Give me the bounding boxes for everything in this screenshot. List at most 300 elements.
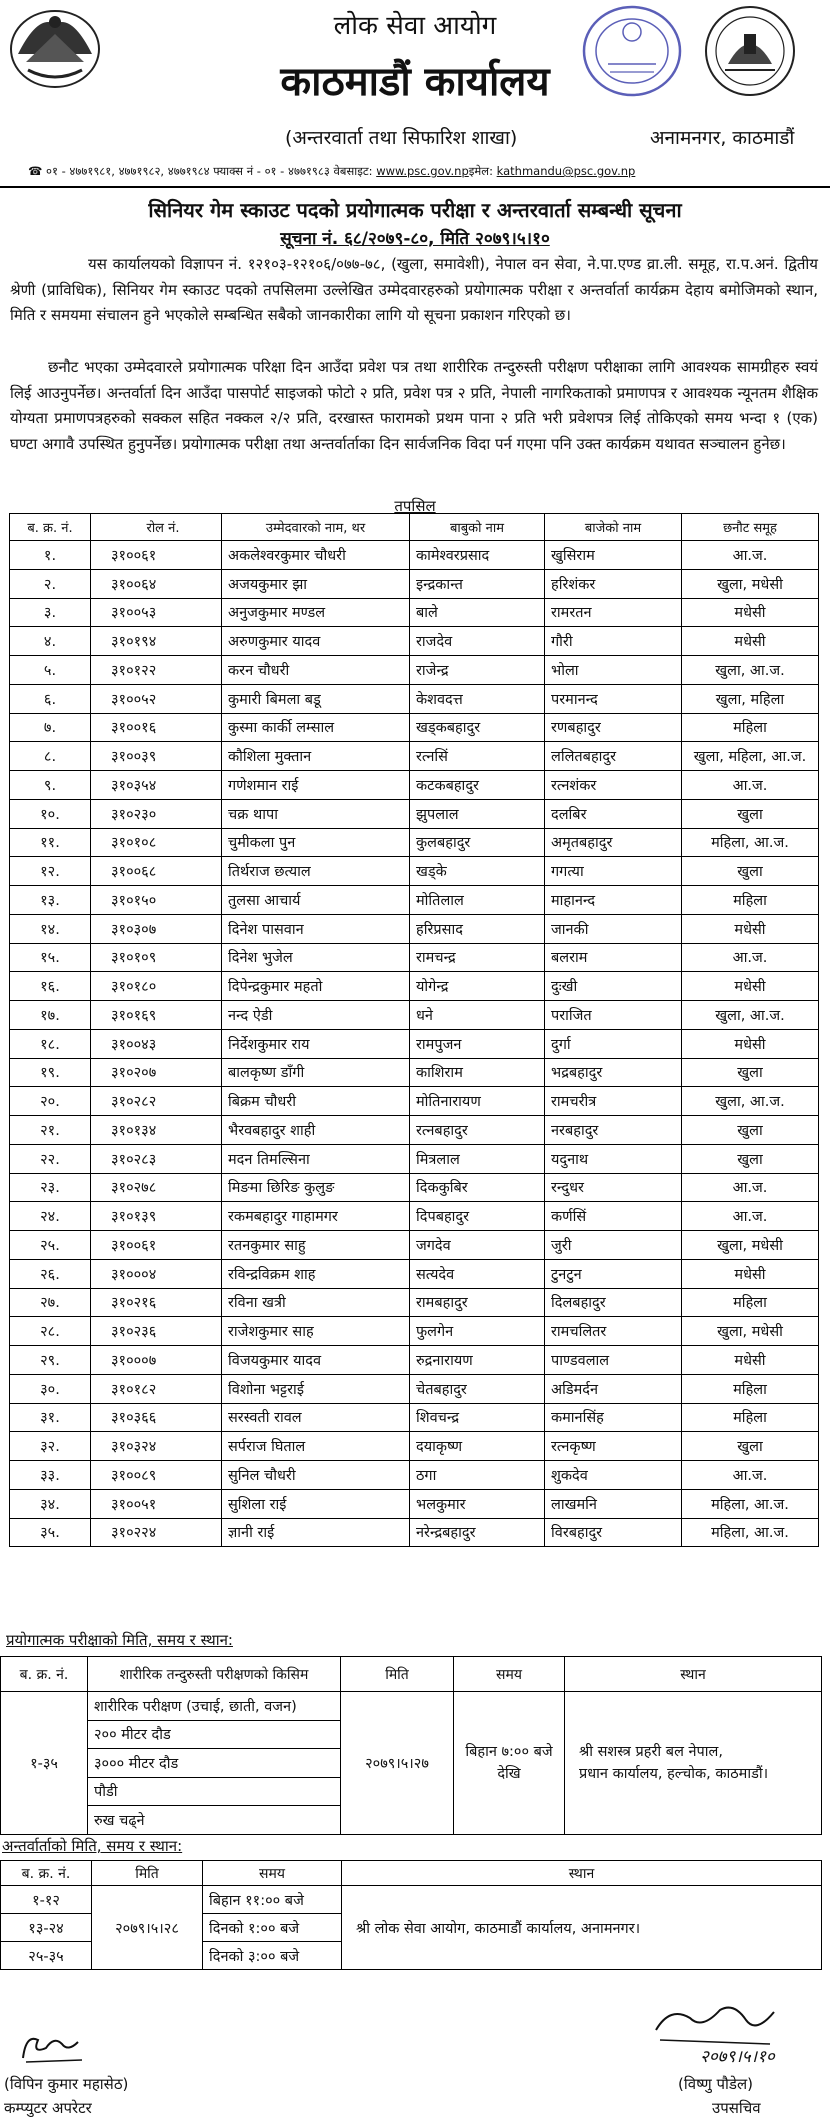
cell-name: कौशिला मुक्तान	[222, 742, 410, 771]
candidate-row	[10, 1518, 819, 1547]
cell-group: मधेसी	[682, 1259, 819, 1288]
cell-father: खड्कबहादुर	[410, 713, 545, 742]
cell-grandfather: दुःखी	[545, 972, 682, 1001]
cell-father: मोतिलाल	[410, 886, 545, 915]
cell-name: नन्द ऐडी	[222, 1001, 410, 1030]
organization-name: लोक सेवा आयोग	[333, 11, 497, 41]
cell-name: मिङमा छिरिङ कुलुङ	[222, 1173, 410, 1202]
cell-name: भैरवबहादुर शाही	[222, 1116, 410, 1145]
cell-grandfather: शुकदेव	[545, 1461, 682, 1490]
cell-grandfather: परमानन्द	[545, 684, 682, 713]
cell-grandfather: दलबिर	[545, 799, 682, 828]
cell-name: बालकृष्ण डाँगी	[222, 1058, 410, 1087]
candidate-row	[10, 1001, 819, 1030]
cell-name: अजयकुमार झा	[222, 569, 410, 598]
interview-range: २५-३५	[1, 1942, 92, 1970]
cell-roll: ३१०२०७	[91, 1058, 222, 1087]
candidate-row	[10, 1317, 819, 1346]
cell-father: केशवदत्त	[410, 684, 545, 713]
cell-father: इन्द्रकान्त	[410, 569, 545, 598]
cell-name: विशोना भट्टराई	[222, 1374, 410, 1403]
cell-grandfather: बलराम	[545, 943, 682, 972]
cell-father: रामपुजन	[410, 1029, 545, 1058]
cell-group: महिला, आ.ज.	[682, 1489, 819, 1518]
candidate-row	[10, 1087, 819, 1116]
candidate-row	[10, 1346, 819, 1375]
candidate-row	[10, 914, 819, 943]
cell-father: कुलबहादुर	[410, 828, 545, 857]
cell-serial: १९.	[10, 1058, 91, 1087]
email-link[interactable]: kathmandu@psc.gov.np	[496, 164, 636, 178]
cell-group: आ.ज.	[682, 541, 819, 570]
practical-section-title: प्रयोगात्मक परीक्षाको मिति, समय र स्थान:	[6, 1631, 233, 1649]
col-grandfather-header: बाजेको नाम	[545, 514, 682, 541]
cell-father: ठगा	[410, 1461, 545, 1490]
candidate-row	[10, 1231, 819, 1260]
cell-roll: ३१०२३०	[91, 799, 222, 828]
candidate-row	[10, 598, 819, 627]
branch-name: (अन्तरवार्ता तथा सिफारिश शाखा)	[285, 127, 518, 149]
contact-line	[28, 164, 635, 179]
cell-serial: ३२.	[10, 1432, 91, 1461]
cell-father: काशिराम	[410, 1058, 545, 1087]
cell-group: आ.ज.	[682, 1173, 819, 1202]
cell-grandfather: खुसिराम	[545, 541, 682, 570]
candidate-row	[10, 569, 819, 598]
cell-serial: १७.	[10, 1001, 91, 1030]
cell-father: योगेन्द्र	[410, 972, 545, 1001]
cell-name: सुशिला राई	[222, 1489, 410, 1518]
cell-grandfather: रामरतन	[545, 598, 682, 627]
left-signature	[18, 2030, 88, 2066]
cell-grandfather: भद्रबहादुर	[545, 1058, 682, 1087]
cell-group: महिला	[682, 1374, 819, 1403]
candidate-row	[10, 627, 819, 656]
cell-name: तुलसा आचार्य	[222, 886, 410, 915]
practical-col-serial: ब. क्र. नं.	[1, 1657, 88, 1692]
cell-group: खुला, महिला, आ.ज.	[682, 742, 819, 771]
interview-col-time: समय	[203, 1861, 342, 1886]
cell-name: चुमीकला पुन	[222, 828, 410, 857]
interview-header-row	[1, 1861, 822, 1886]
cell-roll: ३१००५३	[91, 598, 222, 627]
cell-group: आ.ज.	[682, 1461, 819, 1490]
cell-roll: ३१०१८२	[91, 1374, 222, 1403]
candidate-row	[10, 1116, 819, 1145]
cell-serial: ११.	[10, 828, 91, 857]
cell-father: रत्नबहादुर	[410, 1116, 545, 1145]
candidate-row	[10, 1173, 819, 1202]
cell-name: दिपेन्द्रकुमार महतो	[222, 972, 410, 1001]
cell-roll: ३१०१३४	[91, 1116, 222, 1145]
candidate-row	[10, 972, 819, 1001]
cell-group: खुला, मधेसी	[682, 1231, 819, 1260]
cell-father: चेतबहादुर	[410, 1374, 545, 1403]
candidate-row	[10, 1461, 819, 1490]
cell-grandfather: रामचलितर	[545, 1317, 682, 1346]
candidate-row	[10, 541, 819, 570]
practical-col-time: समय	[454, 1657, 565, 1692]
candidate-row	[10, 1489, 819, 1518]
practical-place-line2: प्रधान कार्यालय, हल्चोक, काठमाडौं।	[579, 1765, 769, 1782]
cell-father: हरिप्रसाद	[410, 914, 545, 943]
interview-col-place: स्थान	[342, 1861, 822, 1886]
candidate-row	[10, 1403, 819, 1432]
cell-father: दिपबहादुर	[410, 1202, 545, 1231]
cell-roll: ३१०१६९	[91, 1001, 222, 1030]
cell-serial: २०.	[10, 1087, 91, 1116]
cell-serial: २८.	[10, 1317, 91, 1346]
cell-grandfather: कमानसिंह	[545, 1403, 682, 1432]
cell-name: मदन तिमल्सिना	[222, 1144, 410, 1173]
interview-date: २०७९।५।२८	[92, 1886, 203, 1970]
schedule-heading: तपसिल	[394, 497, 436, 515]
cell-serial: ९.	[10, 771, 91, 800]
cell-grandfather: भोला	[545, 656, 682, 685]
cell-serial: १५.	[10, 943, 91, 972]
cell-group: खुला	[682, 1432, 819, 1461]
cell-serial: २६.	[10, 1259, 91, 1288]
cell-serial: १६.	[10, 972, 91, 1001]
practical-test: २०० मीटर दौड	[88, 1720, 341, 1749]
email-label: इमेल:	[468, 164, 497, 178]
cell-group: महिला, आ.ज.	[682, 828, 819, 857]
cell-serial: १.	[10, 541, 91, 570]
cell-roll: ३१००८९	[91, 1461, 222, 1490]
cell-group: मधेसी	[682, 1029, 819, 1058]
cell-name: सरस्वती रावल	[222, 1403, 410, 1432]
cell-group: खुला	[682, 1058, 819, 1087]
cell-father: शिवचन्द्र	[410, 1403, 545, 1432]
cell-father: राजेन्द्र	[410, 656, 545, 685]
cell-name: रविन्द्रविक्रम शाह	[222, 1259, 410, 1288]
cell-name: कुमारी बिमला बडू	[222, 684, 410, 713]
cell-name: करन चौधरी	[222, 656, 410, 685]
cell-group: खुला, मधेसी	[682, 1317, 819, 1346]
cell-roll: ३१०१९४	[91, 627, 222, 656]
cell-serial: २९.	[10, 1346, 91, 1375]
cell-group: महिला	[682, 713, 819, 742]
cell-roll: ३१००६१	[91, 1231, 222, 1260]
cell-serial: २३.	[10, 1173, 91, 1202]
cell-roll: ३१०१३९	[91, 1202, 222, 1231]
cell-grandfather: गगत्या	[545, 857, 682, 886]
cell-serial: १०.	[10, 799, 91, 828]
cell-group: आ.ज.	[682, 771, 819, 800]
cell-serial: १३.	[10, 886, 91, 915]
cell-serial: १८.	[10, 1029, 91, 1058]
interview-time: दिनको १:०० बजे	[203, 1914, 342, 1942]
cell-serial: ७.	[10, 713, 91, 742]
cell-name: निर्देशकुमार राय	[222, 1029, 410, 1058]
cell-serial: ३१.	[10, 1403, 91, 1432]
cell-serial: ५.	[10, 656, 91, 685]
cell-serial: २५.	[10, 1231, 91, 1260]
cell-serial: ३३.	[10, 1461, 91, 1490]
cell-group: आ.ज.	[682, 943, 819, 972]
cell-roll: ३१०१०८	[91, 828, 222, 857]
cell-name: अनुजकुमार मण्डल	[222, 598, 410, 627]
cell-roll: ३१०१८०	[91, 972, 222, 1001]
interview-range: १३-२४	[1, 1914, 92, 1942]
interview-time: बिहान ११:०० बजे	[203, 1886, 342, 1914]
cell-roll: ३१०१०९	[91, 943, 222, 972]
cell-name: अरुणकुमार यादव	[222, 627, 410, 656]
cell-name: रतनकुमार साहु	[222, 1231, 410, 1260]
practical-date: २०७९।५।२७	[341, 1692, 454, 1835]
practical-col-test: शारीरिक तन्दुरुस्ती परीक्षणको किसिम	[88, 1657, 341, 1692]
header-divider	[0, 186, 830, 188]
cell-name: रविना खत्री	[222, 1288, 410, 1317]
practical-table	[0, 1656, 822, 1835]
cell-name: ज्ञानी राई	[222, 1518, 410, 1547]
cell-serial: २४.	[10, 1202, 91, 1231]
cell-group: मधेसी	[682, 914, 819, 943]
cell-roll: ३१०१२२	[91, 656, 222, 685]
cell-father: कटकबहादुर	[410, 771, 545, 800]
cell-grandfather: दुर्गा	[545, 1029, 682, 1058]
cell-serial: २.	[10, 569, 91, 598]
cell-grandfather: कर्णसिं	[545, 1202, 682, 1231]
right-signatory-title: उपसचिव	[712, 2099, 761, 2117]
cell-group: महिला	[682, 1288, 819, 1317]
notice-paragraph-2: छनौट भएका उम्मेदवारले प्रयोगात्मक परिक्षा दिन आउँदा प्रवेश पत्र तथा शारीरिक तन्दुरुस्ती परीक्षण परीक्षाका लागि आवश्यक सामग्रीहरु स्वयं लिई आउनुपर्नेछ। अन्तर्वार्ता दिन आउँदा पासपोर्ट साइजको फोटो २ प्रति, प्रवेश पत्र २ प्रति, नेपाली नागरिकताको प्रमाणपत्र र आवश्यक न्यूनतम शैक्षिक योग्यता प्रमाणपत्रहरुको सक्कल सहित नक्कल २/२ प्रति, दरखास्त फारामको प्रथम पाना २ प्रति भरी प्रवेशपत्र लिई तोकिएको समय भन्दा १ (एक) घण्टा अगावै उपस्थित हुनुपर्नेछ। प्रयोगात्मक परीक्षा तथा अन्तर्वार्ताका दिन सार्वजनिक विदा पर्न गएमा पनि उक्त कार्यक्रम यथावत सञ्चालन हुनेछ।	[10, 358, 818, 453]
candidate-row	[10, 1288, 819, 1317]
cell-grandfather: रत्नशंकर	[545, 771, 682, 800]
cell-name: सर्पराज घिताल	[222, 1432, 410, 1461]
cell-name: कुस्मा कार्की लम्साल	[222, 713, 410, 742]
cell-roll: ३१०२८२	[91, 1087, 222, 1116]
cell-name: दिनेश पासवान	[222, 914, 410, 943]
interview-place: श्री लोक सेवा आयोग, काठमाडौं कार्यालय, अनामनगर।	[342, 1886, 822, 1970]
cell-name: बिक्रम चौधरी	[222, 1087, 410, 1116]
cell-grandfather: जानकी	[545, 914, 682, 943]
cell-roll: ३१००६४	[91, 569, 222, 598]
candidate-row	[10, 742, 819, 771]
cell-group: खुला	[682, 799, 819, 828]
candidate-row	[10, 684, 819, 713]
cell-father: नरेन्द्रबहादुर	[410, 1518, 545, 1547]
cell-roll: ३१०३५४	[91, 771, 222, 800]
col-group-header: छनौट समूह	[682, 514, 819, 541]
practical-test: शारीरिक परीक्षण (उचाई, छाती, वजन)	[88, 1692, 341, 1721]
cell-father: सत्यदेव	[410, 1259, 545, 1288]
cell-father: मित्रलाल	[410, 1144, 545, 1173]
cell-grandfather: रामचरीत्र	[545, 1087, 682, 1116]
cell-group: खुला, आ.ज.	[682, 1087, 819, 1116]
cell-father: राजदेव	[410, 627, 545, 656]
cell-father: रुद्रनारायण	[410, 1346, 545, 1375]
practical-range: १-३५	[1, 1692, 88, 1835]
cell-serial: ३४.	[10, 1489, 91, 1518]
cell-serial: १२.	[10, 857, 91, 886]
practical-col-date: मिति	[341, 1657, 454, 1692]
office-address: अनामनगर, काठमाडौं	[650, 127, 795, 149]
cell-serial: २२.	[10, 1144, 91, 1173]
office-name: काठमाडौं कार्यालय	[280, 59, 550, 105]
cell-father: खड्के	[410, 857, 545, 886]
cell-serial: ६.	[10, 684, 91, 713]
cell-roll: ३१०३२४	[91, 1432, 222, 1461]
cell-group: मधेसी	[682, 972, 819, 1001]
candidate-row	[10, 713, 819, 742]
cell-name: राजेशकुमार साह	[222, 1317, 410, 1346]
practical-test: ३००० मीटर दौड	[88, 1749, 341, 1778]
cell-grandfather: रणबहादुर	[545, 713, 682, 742]
office-seal-stamp	[580, 2, 685, 100]
cell-roll: ३१०२२४	[91, 1518, 222, 1547]
candidate-row	[10, 771, 819, 800]
practical-time-line2: देखि	[497, 1765, 521, 1782]
cell-serial: १४.	[10, 914, 91, 943]
cell-grandfather: लाखमनि	[545, 1489, 682, 1518]
psc-logo	[700, 4, 800, 99]
cell-serial: ३५.	[10, 1518, 91, 1547]
cell-group: आ.ज.	[682, 1202, 819, 1231]
col-father-header: बाबुको नाम	[410, 514, 545, 541]
cell-name: तिर्थराज छत्याल	[222, 857, 410, 886]
candidate-row	[10, 828, 819, 857]
cell-group: मधेसी	[682, 1346, 819, 1375]
cell-roll: ३१००६८	[91, 857, 222, 886]
cell-grandfather: पराजित	[545, 1001, 682, 1030]
cell-name: विजयकुमार यादव	[222, 1346, 410, 1375]
notice-number: सूचना नं. ६८/२०७९-८०, मिति २०७९।५।१०	[280, 229, 550, 249]
practical-place	[565, 1692, 822, 1835]
candidate-row	[10, 1029, 819, 1058]
candidate-row	[10, 943, 819, 972]
cell-name: चक्र थापा	[222, 799, 410, 828]
cell-father: मोतिनारायण	[410, 1087, 545, 1116]
cell-roll: ३१०००४	[91, 1259, 222, 1288]
cell-group: खुला, मधेसी	[682, 569, 819, 598]
practical-test: रुख चढ्ने	[88, 1806, 341, 1835]
candidate-row	[10, 799, 819, 828]
cell-group: मधेसी	[682, 627, 819, 656]
candidate-row	[10, 857, 819, 886]
website-link[interactable]: www.psc.gov.np	[376, 164, 469, 178]
cell-grandfather: दिलबहादुर	[545, 1288, 682, 1317]
interview-time: दिनको ३:०० बजे	[203, 1942, 342, 1970]
cell-roll: ३१०२८३	[91, 1144, 222, 1173]
cell-roll: ३१०२१६	[91, 1288, 222, 1317]
cell-grandfather: गौरी	[545, 627, 682, 656]
practical-row	[1, 1692, 822, 1721]
cell-group: खुला, आ.ज.	[682, 1001, 819, 1030]
cell-group: खुला, आ.ज.	[682, 656, 819, 685]
cell-roll: ३१००१६	[91, 713, 222, 742]
cell-roll: ३१०१५०	[91, 886, 222, 915]
cell-roll: ३१००३९	[91, 742, 222, 771]
cell-father: धने	[410, 1001, 545, 1030]
cell-group: महिला, आ.ज.	[682, 1518, 819, 1547]
candidates-table	[9, 513, 819, 1547]
cell-serial: २७.	[10, 1288, 91, 1317]
notice-title: सिनियर गेम स्काउट पदको प्रयोगात्मक परीक्षा र अन्तरवार्ता सम्बन्धी सूचना	[148, 198, 682, 222]
practical-test: पौडी	[88, 1777, 341, 1806]
cell-roll: ३१००५२	[91, 684, 222, 713]
cell-group: महिला	[682, 1403, 819, 1432]
cell-grandfather: हरिशंकर	[545, 569, 682, 598]
cell-group: खुला	[682, 857, 819, 886]
cell-father: रामबहादुर	[410, 1288, 545, 1317]
cell-father: झुपलाल	[410, 799, 545, 828]
interview-col-date: मिति	[92, 1861, 203, 1886]
candidate-row	[10, 1144, 819, 1173]
left-signatory-title: कम्प्युटर अपरेटर	[4, 2099, 92, 2117]
cell-name: रकमबहादुर गाहामगर	[222, 1202, 410, 1231]
col-serial-header: ब. क्र. नं.	[10, 514, 91, 541]
left-signatory-name: (विपिन कुमार महासेठ)	[4, 2075, 129, 2093]
cell-father: कामेश्वरप्रसाद	[410, 541, 545, 570]
cell-father: फुलगेन	[410, 1317, 545, 1346]
practical-time-line1: बिहान ७:०० बजे	[465, 1743, 553, 1760]
candidate-row	[10, 1259, 819, 1288]
cell-father: दयाकृष्ण	[410, 1432, 545, 1461]
cell-roll: ३१०३०७	[91, 914, 222, 943]
cell-grandfather: रन्दुधर	[545, 1173, 682, 1202]
cell-roll: ३१००६१	[91, 541, 222, 570]
interview-row	[1, 1886, 822, 1914]
cell-grandfather: रत्नकृष्ण	[545, 1432, 682, 1461]
cell-serial: ८.	[10, 742, 91, 771]
cell-roll: ३१००४३	[91, 1029, 222, 1058]
right-signatory-name: (विष्णु पौडेल)	[678, 2075, 753, 2093]
cell-serial: ३.	[10, 598, 91, 627]
practical-time	[454, 1692, 565, 1835]
interview-range: १-१२	[1, 1886, 92, 1914]
cell-name: सुनिल चौधरी	[222, 1461, 410, 1490]
cell-father: दिककुबिर	[410, 1173, 545, 1202]
candidate-row	[10, 886, 819, 915]
cell-roll: ३१००५१	[91, 1489, 222, 1518]
right-signature-date: २०७९।५।१०	[700, 2047, 775, 2067]
cell-name: अकलेश्वरकुमार चौधरी	[222, 541, 410, 570]
candidate-row	[10, 1058, 819, 1087]
cell-father: रत्नसिं	[410, 742, 545, 771]
cell-group: महिला	[682, 886, 819, 915]
cell-father: भलकुमार	[410, 1489, 545, 1518]
cell-name: दिनेश भुजेल	[222, 943, 410, 972]
cell-grandfather: विरबहादुर	[545, 1518, 682, 1547]
cell-grandfather: यदुनाथ	[545, 1144, 682, 1173]
cell-roll: ३१०००७	[91, 1346, 222, 1375]
candidate-row	[10, 1202, 819, 1231]
candidate-row	[10, 656, 819, 685]
interview-section-title: अन्तर्वार्ताको मिति, समय र स्थान:	[2, 1837, 183, 1855]
candidates-body	[10, 541, 819, 1547]
col-name-header: उम्मेदवारको नाम, थर	[222, 514, 410, 541]
cell-father: रामचन्द्र	[410, 943, 545, 972]
cell-group: खुला	[682, 1144, 819, 1173]
cell-father: जगदेव	[410, 1231, 545, 1260]
practical-place-line1: श्री सशस्त्र प्रहरी बल नेपाल,	[579, 1743, 723, 1760]
cell-grandfather: अडिमर्दन	[545, 1374, 682, 1403]
cell-roll: ३१०२७८	[91, 1173, 222, 1202]
cell-roll: ३१०२३६	[91, 1317, 222, 1346]
phone-fax-text: ☎ ०१ - ४७७१९८१, ४७७१९८२, ४७७१९८४ फ्याक्स नं - ०१ - ४७७१९८३ वेबसाइट:	[28, 164, 377, 178]
candidate-row	[10, 1432, 819, 1461]
candidates-header-row	[10, 514, 819, 541]
cell-father: बाले	[410, 598, 545, 627]
cell-serial: २१.	[10, 1116, 91, 1145]
cell-grandfather: माहानन्द	[545, 886, 682, 915]
cell-grandfather: पाण्डवलाल	[545, 1346, 682, 1375]
cell-grandfather: ललितबहादुर	[545, 742, 682, 771]
cell-name: गणेशमान राई	[222, 771, 410, 800]
candidate-row	[10, 1374, 819, 1403]
cell-group: मधेसी	[682, 598, 819, 627]
